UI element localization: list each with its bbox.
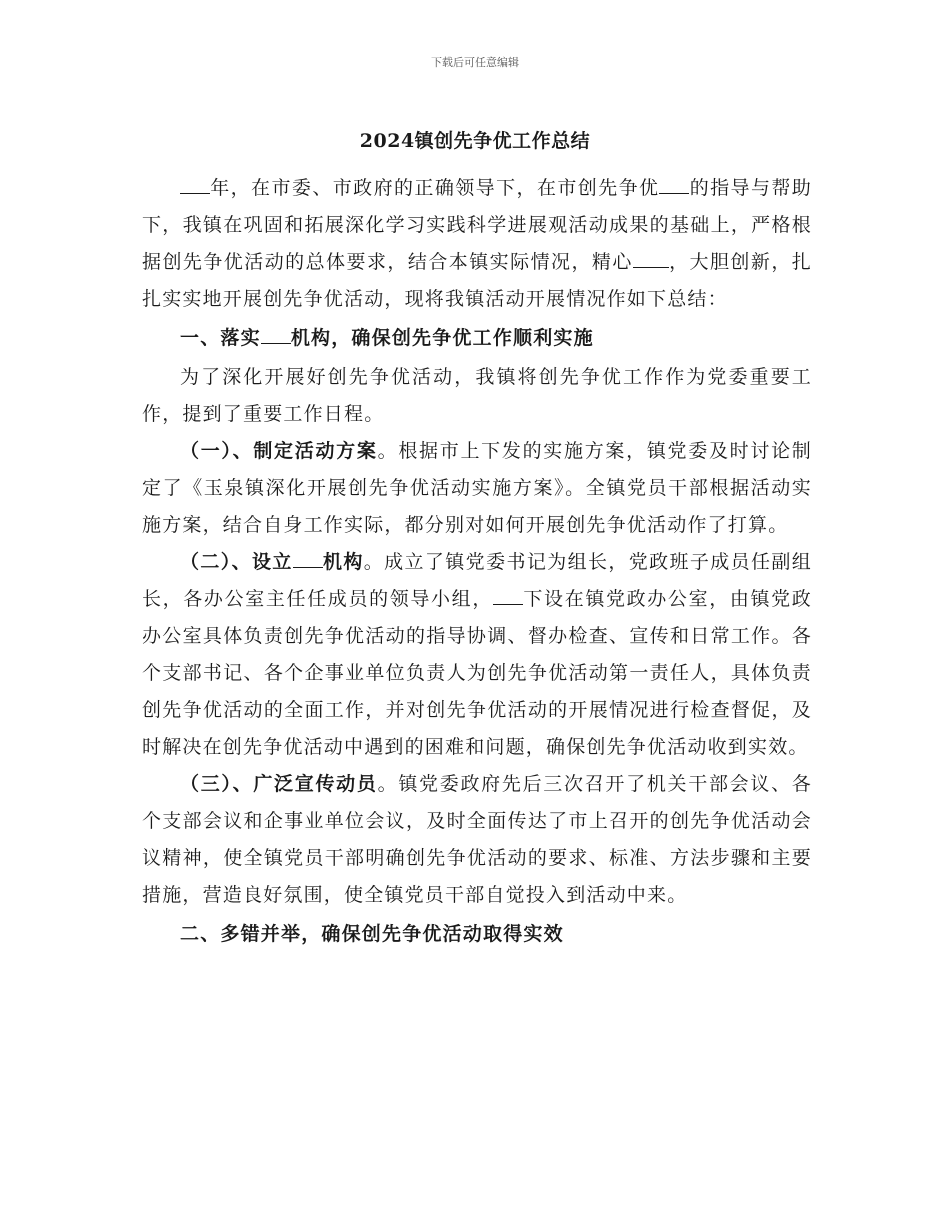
intro-paragraph: [142, 170, 812, 318]
fill-blank: [180, 175, 210, 194]
fill-blank: [493, 586, 523, 605]
fill-blank: [633, 249, 669, 268]
section-1-heading-b: 机构，确保创先争优工作顺利实施: [290, 327, 594, 349]
section-1-heading-a: 一、落实: [180, 327, 261, 349]
intro-text-2: 的指导与帮助下，我镇在巩固和拓展深化学习实践科学进展观活动成果的基础上，严格根据创先争优活动的总体要求，结合本镇实际情况，精心: [142, 177, 813, 273]
section-2-heading: 二、多错并举，确保创先争优活动取得实效: [180, 923, 564, 945]
section-1-paragraph: 为了深化开展好创先争优活动，我镇将创先争优工作作为党委重要工作，提到了重要工作日程。: [142, 366, 812, 425]
item-1-lead: （一）、制定活动方案: [180, 440, 378, 462]
item-1-text: 。根据市上下发的实施方案，镇党委及时讨论制定了《玉泉镇深化开展创先争优活动实施方案》。全镇党员干部根据活动实施方案，结合自身工作实际，都分别对如何开展创先争优活动作了打算。: [142, 440, 812, 536]
header-note: 下载后可任意编辑: [431, 56, 519, 69]
item-2-text-a: 。成立了镇党委书记为组长，党政班子成员任副组长，各办公室主任任成员的领导小组，: [142, 551, 813, 610]
document-body: [142, 170, 812, 955]
section-1-heading: [142, 320, 812, 357]
item-3-paragraph: [142, 766, 812, 914]
item-3-lead: （三）、广泛宣传动员: [180, 773, 378, 795]
document-title: 2024镇创先争优工作总结: [359, 130, 591, 152]
item-3-text: 。镇党委政府先后三次召开了机关干部会议、各个支部会议和企事业单位会议，及时全面传达了市上召开的创先争优活动会议精神，使全镇党员干部明确创先争优活动的要求、标准、方法步骤和主要措施，营造良好氛围，使全镇党员干部自觉投入到活动中来。: [142, 773, 812, 906]
fill-blank: [659, 175, 689, 194]
item-1-paragraph: [142, 433, 812, 544]
intro-text-1: 年，在市委、市政府的正确领导下，在市创先争优: [210, 177, 660, 199]
item-2-paragraph: [142, 544, 812, 766]
item-2-lead-a: （二）、设立: [180, 551, 293, 573]
intro-text-3: ，大胆创新，扎扎实实地开展创先争优活动，现将我镇活动开展情况作如下总结：: [142, 251, 812, 310]
fill-blank: [261, 325, 291, 344]
fill-blank: [293, 549, 323, 568]
item-2-lead-b: 机构: [322, 551, 364, 573]
item-2-text-b: 下设在镇党政办公室，由镇党政办公室具体负责创先争优活动的指导协调、督办检查、宣传和日常工作。各个支部书记、各个企事业单位负责人为创先争优活动第一责任人，具体负责创先争优活动的全面工作，并对创先争优活动的开展情况进行检查督促，及时解决在创先争优活动中遇到的困难和问题，确保创先争优活动收到实效。: [142, 588, 812, 758]
